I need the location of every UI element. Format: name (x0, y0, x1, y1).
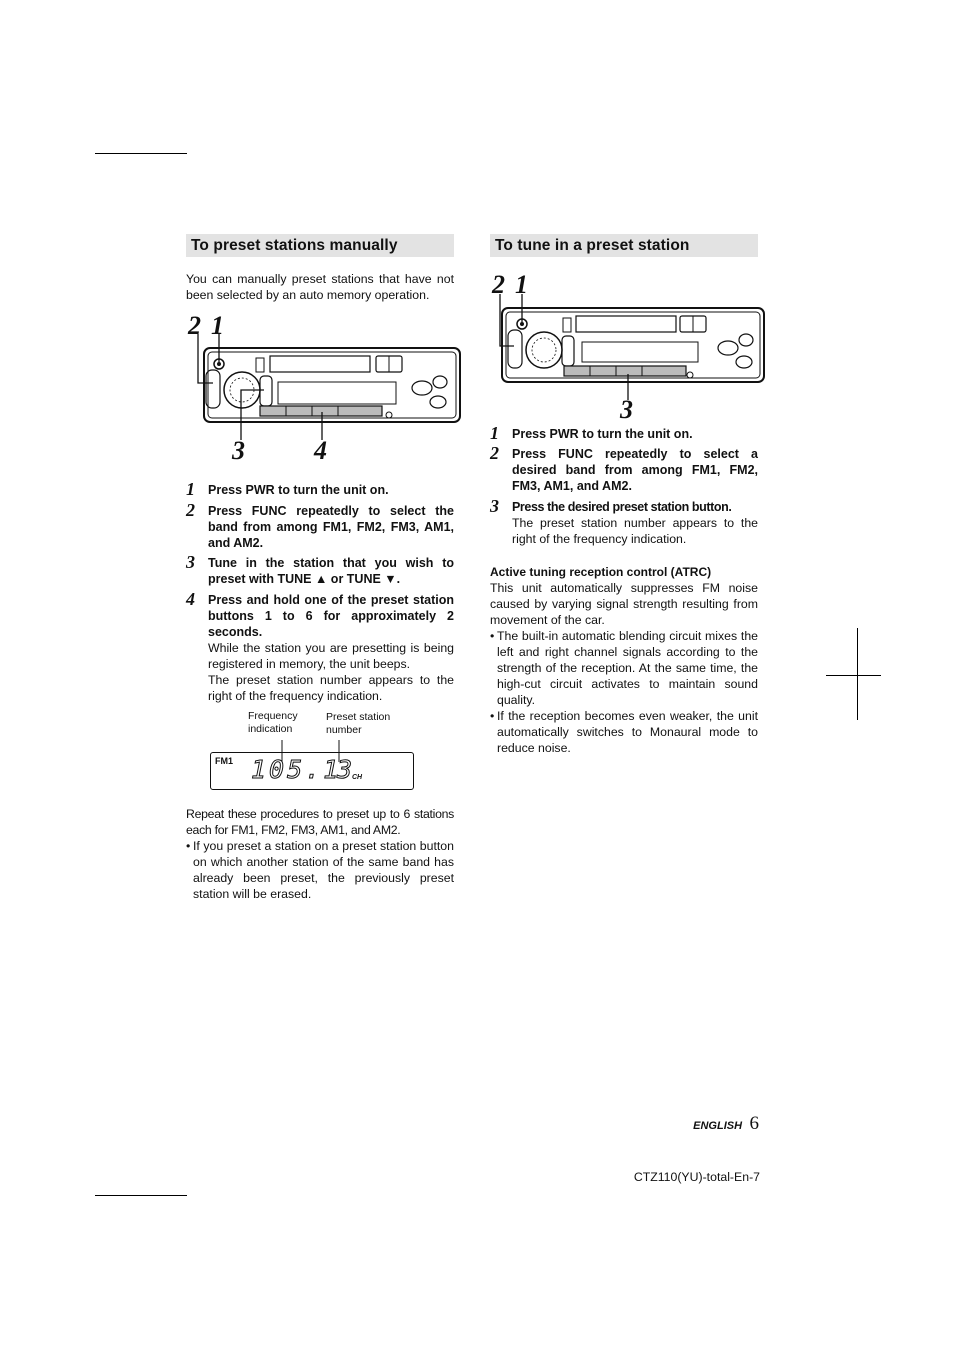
section-heading-preset-manually: To preset stations manually (186, 234, 454, 257)
callout-2: 2 (188, 311, 201, 340)
callout-2: 2 (492, 270, 505, 299)
step-detail: While the station you are presetting is being registered in memory, the unit beeps. (208, 641, 454, 671)
crop-mark-right-h (826, 675, 881, 676)
step-number: 2 (186, 500, 195, 520)
left-bullet: • If you preset a station on a preset station button on which another station of the same band has already been preset, the previously preset station will be erased. (186, 838, 454, 902)
preset-label: Preset station number (326, 711, 391, 736)
step-number: 1 (186, 479, 195, 499)
left-step-3 (186, 552, 454, 587)
callout-3: 3 (232, 436, 245, 465)
step-detail-2: The preset station number appears to the right of the frequency indication. (208, 673, 454, 703)
right-column (490, 234, 758, 764)
atrc-bullet-2: • If the reception becomes even weaker, the unit automatically switches to Monaural mode to reduce noise. (490, 708, 758, 756)
step-number: 3 (186, 552, 195, 572)
left-step-1 (186, 479, 454, 499)
lcd-preset: 3 (337, 755, 353, 784)
step-number: 1 (490, 423, 499, 443)
callout-1: 1 (211, 311, 224, 340)
step-number: 3 (490, 496, 499, 516)
lcd-frequency: 105.1 (251, 755, 342, 784)
step-text: Press the desired preset station button. (512, 500, 732, 514)
crop-mark-bottom (95, 1195, 187, 1196)
lcd-band: FM1 (215, 756, 233, 766)
step-text: Press and hold one of the preset station buttons 1 to 6 for approximately 2 seconds. (208, 593, 454, 639)
document-code: CTZ110(YU)-total-En-7 (633, 1170, 760, 1184)
callout-1: 1 (515, 270, 528, 299)
step-number: 2 (490, 443, 499, 463)
lcd-display (210, 752, 414, 790)
lcd-ch: CH (352, 774, 363, 781)
page-footer (693, 1113, 759, 1135)
repeat-text: Repeat these procedures to preset up to 6 stations each for FM1, FM2, FM3, AM1, and AM2. (186, 807, 454, 837)
step-detail: The preset station number appears to the right of the frequency indication. (512, 516, 758, 546)
page-number: 6 (749, 1113, 759, 1134)
step-text: Press FUNC repeatedly to select a desired band from among FM1, FM2, FM3, AM1, and AM2. (512, 447, 758, 493)
step-text: Press PWR to turn the unit on. (512, 427, 693, 441)
callout-4: 4 (314, 436, 327, 465)
step-text: Tune in the station that you wish to preset with TUNE ▲ or TUNE ▼. (208, 556, 454, 586)
language-label: ENGLISH (693, 1120, 743, 1132)
car-stereo-illustration (186, 334, 466, 444)
step-text: Press FUNC repeatedly to select the band from among FM1, FM2, FM3, AM1, and AM2. (208, 504, 454, 550)
left-step-4 (186, 589, 454, 704)
atrc-heading: Active tuning reception control (ATRC) (490, 565, 712, 579)
right-step-3 (490, 496, 758, 547)
freq-label: Frequency indication (248, 710, 298, 735)
section-heading-tune-preset: To tune in a preset station (490, 234, 758, 257)
crop-mark-right-v (857, 628, 858, 720)
car-stereo-illustration (490, 294, 770, 404)
left-step-2 (186, 500, 454, 551)
atrc-bullet-1: • The built-in automatic blending circuit mixes the left and right channel signals according to the strength of the reception. At the same time, the high-cut circuit activates to maintain sound quality. (490, 628, 758, 708)
crop-mark-top (95, 153, 187, 154)
step-number: 4 (186, 589, 195, 609)
left-column (186, 234, 454, 914)
intro-text: You can manually preset stations that have not been selected by an auto memory operation. (186, 272, 454, 302)
right-step-2 (490, 443, 758, 494)
step-text: Press PWR to turn the unit on. (208, 483, 389, 497)
right-step-1 (490, 423, 758, 443)
callout-3: 3 (620, 395, 633, 424)
atrc-text: This unit automatically suppresses FM noise caused by varying signal strength resulting from movement of the car. (490, 581, 758, 627)
